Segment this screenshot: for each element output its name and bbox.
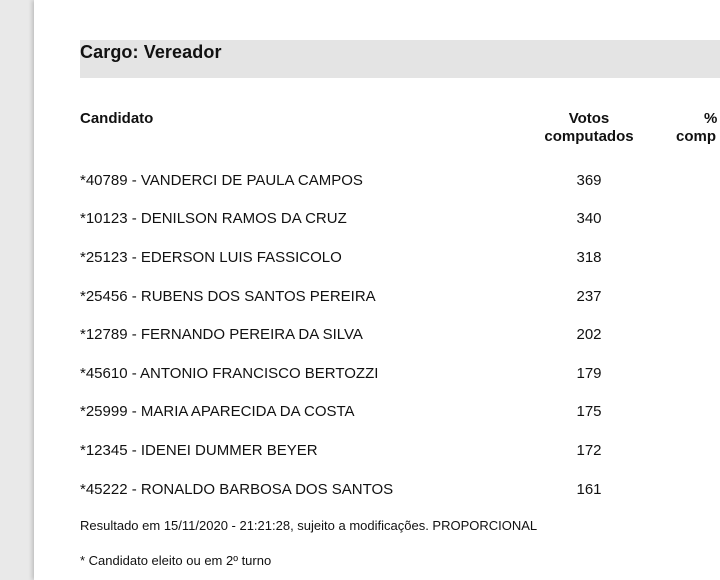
vote-count: 318 bbox=[576, 249, 602, 266]
table-row bbox=[0, 288, 720, 308]
table-row bbox=[0, 210, 720, 230]
column-header-votos-line2: computados bbox=[544, 128, 634, 145]
column-header-percent bbox=[676, 110, 720, 146]
column-header-percent-line1: % bbox=[704, 110, 718, 127]
candidate-name: *45222 - RONALDO BARBOSA DOS SANTOS bbox=[80, 481, 394, 498]
vote-count: 340 bbox=[576, 210, 602, 227]
column-header-candidato: Candidato bbox=[80, 110, 154, 127]
candidate-name: *45610 - ANTONIO FRANCISCO BERTOZZI bbox=[80, 365, 379, 382]
table-row bbox=[0, 172, 720, 192]
table-row bbox=[0, 365, 720, 385]
vote-count: 369 bbox=[576, 172, 602, 189]
vote-count: 175 bbox=[576, 403, 602, 420]
table-row bbox=[0, 481, 720, 501]
vote-count: 237 bbox=[576, 288, 602, 305]
table-row bbox=[0, 249, 720, 269]
column-header-votos bbox=[538, 110, 640, 146]
result-note: Resultado em 15/11/2020 - 21:21:28, sujeito a modificações. PROPORCIONAL bbox=[80, 518, 538, 533]
candidate-name: *12345 - IDENEI DUMMER BEYER bbox=[80, 442, 318, 459]
candidate-name: *40789 - VANDERCI DE PAULA CAMPOS bbox=[80, 172, 363, 189]
vote-count: 161 bbox=[576, 481, 602, 498]
candidate-name: *25456 - RUBENS DOS SANTOS PEREIRA bbox=[80, 288, 376, 305]
candidate-name: *25999 - MARIA APARECIDA DA COSTA bbox=[80, 403, 355, 420]
vote-count: 202 bbox=[576, 326, 602, 343]
cargo-title: Cargo: Vereador bbox=[80, 42, 222, 62]
legend-note: * Candidato eleito ou em 2º turno bbox=[80, 553, 272, 568]
column-header-votos-line1: Votos bbox=[568, 110, 610, 127]
candidate-name: *10123 - DENILSON RAMOS DA CRUZ bbox=[80, 210, 347, 227]
column-header-percent-line2: comp bbox=[676, 128, 717, 145]
table-row bbox=[0, 403, 720, 423]
vote-count: 179 bbox=[576, 365, 602, 382]
candidate-name: *25123 - EDERSON LUIS FASSICOLO bbox=[80, 249, 342, 266]
vote-count: 172 bbox=[576, 442, 602, 459]
table-row bbox=[0, 442, 720, 462]
candidate-name: *12789 - FERNANDO PEREIRA DA SILVA bbox=[80, 326, 363, 343]
table-row bbox=[0, 326, 720, 346]
